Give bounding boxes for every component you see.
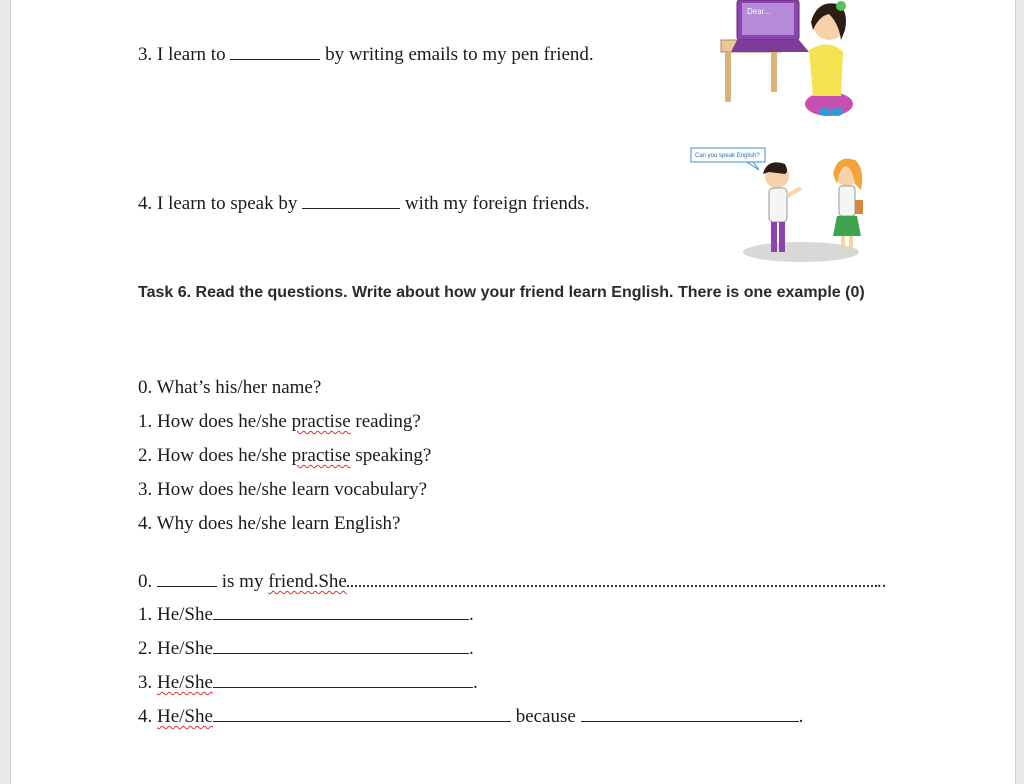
- answer-4: [138, 706, 803, 728]
- spellcheck-word: He/She: [157, 672, 213, 693]
- question-text-post: reading?: [350, 411, 421, 432]
- answer-blank[interactable]: [213, 706, 511, 722]
- laptop-screen-text: Dear...: [747, 7, 771, 16]
- spellcheck-word: He/She: [157, 706, 213, 727]
- answer-number: 4.: [138, 706, 153, 727]
- speech-bubble-text: Can you speak English?: [695, 153, 760, 159]
- answer-text: because: [515, 706, 576, 727]
- answer-number: 1.: [138, 604, 153, 625]
- spellcheck-word: friend.She: [268, 571, 347, 592]
- answer-blank[interactable]: [230, 44, 320, 60]
- question-text: What’s his/her name?: [156, 377, 322, 398]
- girl-laptop-illustration: [717, 0, 857, 120]
- question-0: [138, 377, 321, 399]
- question-number: 1.: [138, 411, 153, 432]
- question-2: [138, 445, 431, 467]
- exercise-text-before: I learn to: [157, 44, 226, 65]
- question-text-post: speaking?: [350, 445, 432, 466]
- kids-talking-illustration: [689, 144, 869, 268]
- question-text: Why does he/she learn English?: [156, 513, 401, 534]
- answer-number: 0.: [138, 571, 153, 592]
- question-number: 3.: [138, 479, 153, 500]
- answer-1: [138, 604, 474, 626]
- answer-0: [138, 570, 886, 593]
- question-text-pre: How does he/she: [157, 445, 292, 466]
- answer-end: .: [472, 672, 478, 693]
- exercise-4: [138, 193, 590, 215]
- answer-blank[interactable]: [213, 604, 469, 620]
- question-3: [138, 479, 427, 501]
- exercise-text-after: by writing emails to my pen friend.: [325, 44, 594, 65]
- answer-end: .: [798, 706, 804, 727]
- exercise-text-after: with my foreign friends.: [404, 193, 590, 214]
- answer-blank[interactable]: [213, 638, 469, 654]
- worksheet-page: [10, 0, 1016, 784]
- answer-end: .: [468, 638, 474, 659]
- answer-text: He/She: [157, 638, 213, 659]
- answer-text: He/She: [157, 604, 213, 625]
- answer-end: .: [468, 604, 474, 625]
- answer-3: [138, 672, 478, 694]
- exercise-text-before: I learn to speak by: [157, 193, 298, 214]
- question-number: 0.: [138, 377, 153, 398]
- question-number: 4.: [138, 513, 153, 534]
- spellcheck-word: practise: [291, 411, 351, 432]
- answer-number: 3.: [138, 672, 153, 693]
- question-4: [138, 513, 400, 535]
- task6-heading: Task 6. Read the questions. Write about how your friend learn English. There is one example (0): [138, 284, 865, 301]
- name-blank[interactable]: [157, 571, 217, 587]
- reason-blank[interactable]: [581, 706, 799, 722]
- exercise-number: 4.: [138, 193, 153, 214]
- answer-end: ..: [876, 571, 887, 592]
- answer-blank[interactable]: [213, 672, 473, 688]
- question-text-pre: How does he/she: [157, 411, 292, 432]
- dotted-answer-line[interactable]: [347, 570, 877, 587]
- spellcheck-word: practise: [291, 445, 351, 466]
- exercise-number: 3.: [138, 44, 153, 65]
- answer-number: 2.: [138, 638, 153, 659]
- answer-2: [138, 638, 474, 660]
- question-1: [138, 411, 421, 433]
- question-number: 2.: [138, 445, 153, 466]
- answer-text: is my: [221, 571, 264, 592]
- exercise-3: [138, 44, 594, 66]
- answer-blank[interactable]: [302, 193, 400, 209]
- question-text: How does he/she learn vocabulary?: [157, 479, 428, 500]
